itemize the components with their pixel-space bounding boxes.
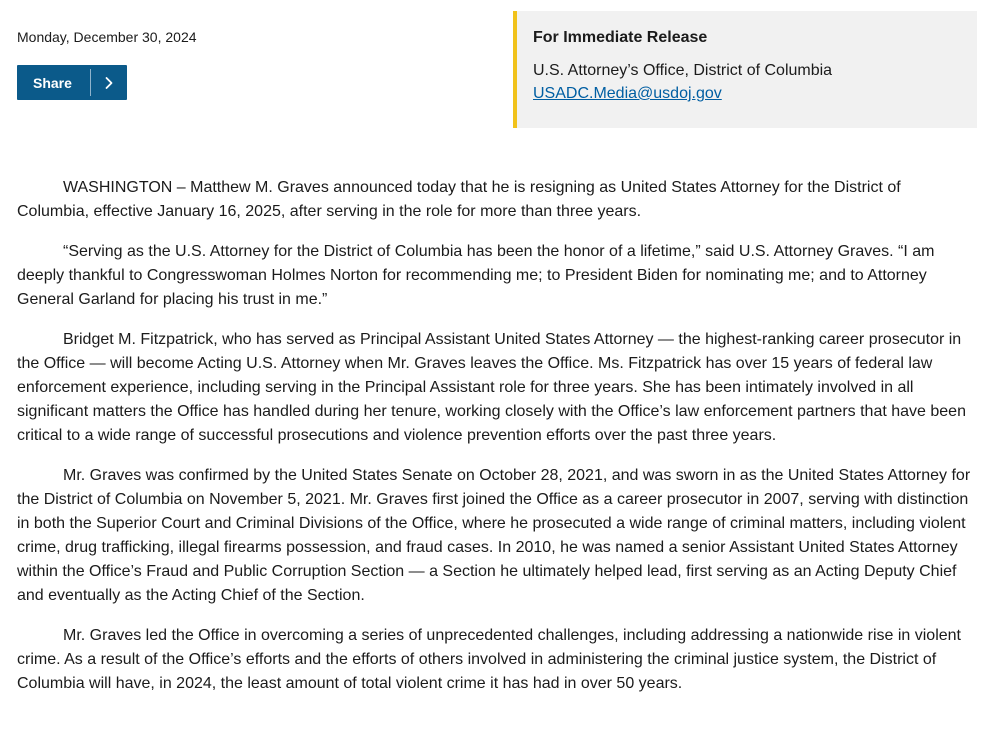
article-paragraph: “Serving as the U.S. Attorney for the District of Columbia has been the honor of a lifetime,” said U.S. Attorney Graves. “I am deeply thankful to Congresswoman Holmes Norton for recommending me; to President Biden for nominating me; and to Attorney General Garland for placing his trust in me.” [17,243,935,308]
share-button-label: Share [33,74,72,91]
chevron-right-icon [91,76,127,90]
release-office: U.S. Attorney’s Office, District of Columbia [533,62,833,79]
media-email-link[interactable]: USADC.Media@usdoj.gov [533,85,722,102]
share-button[interactable] [17,65,127,100]
release-date: Monday, December 30, 2024 [17,29,197,45]
press-release-info-box [513,11,977,128]
release-title: For Immediate Release [533,29,708,46]
article-paragraph: Bridget M. Fitzpatrick, who has served as Principal Assistant United States Attorney — the highest-ranking career prosecutor in the Office — will become Acting U.S. Attorney when Mr. Graves leaves the Office. Ms. Fitzpatrick has over 15 years of federal law enforcement experience, including serving in the Principal Assistant role for three years. She has been intimately involved in all significant matters the Office has handled during her tenure, working closely with the Office’s law enforcement partners that have been critical to a wide range of successful prosecutions and violence prevention efforts over the past three years. [17,331,966,444]
article-paragraph: WASHINGTON – Matthew M. Graves announced today that he is resigning as United States Attorney for the District of Columbia, effective January 16, 2025, after serving in the role for more than three years. [17,179,901,220]
article-paragraph: Mr. Graves led the Office in overcoming a series of unprecedented challenges, including addressing a nationwide rise in violent crime. As a result of the Office’s efforts and the efforts of others involved in administering the criminal justice system, the District of Columbia will have, in 2024, the least amount of total violent crime it has had in over 50 years. [17,627,961,692]
article-paragraph: Mr. Graves was confirmed by the United States Senate on October 28, 2021, and was sworn in as the United States Attorney for the District of Columbia on November 5, 2021. Mr. Graves first joined the Office as a career prosecutor in 2007, serving with distinction in both the Superior Court and Criminal Divisions of the Office, where he prosecuted a wide range of criminal matters, including violent crime, drug trafficking, illegal firearms possession, and fraud cases. In 2010, he was named a senior Assistant United States Attorney within the Office’s Fraud and Public Corruption Section — a Section he ultimately helped lead, first serving as an Acting Deputy Chief and eventually as the Acting Chief of the Section. [17,467,971,604]
article-body [17,176,977,712]
